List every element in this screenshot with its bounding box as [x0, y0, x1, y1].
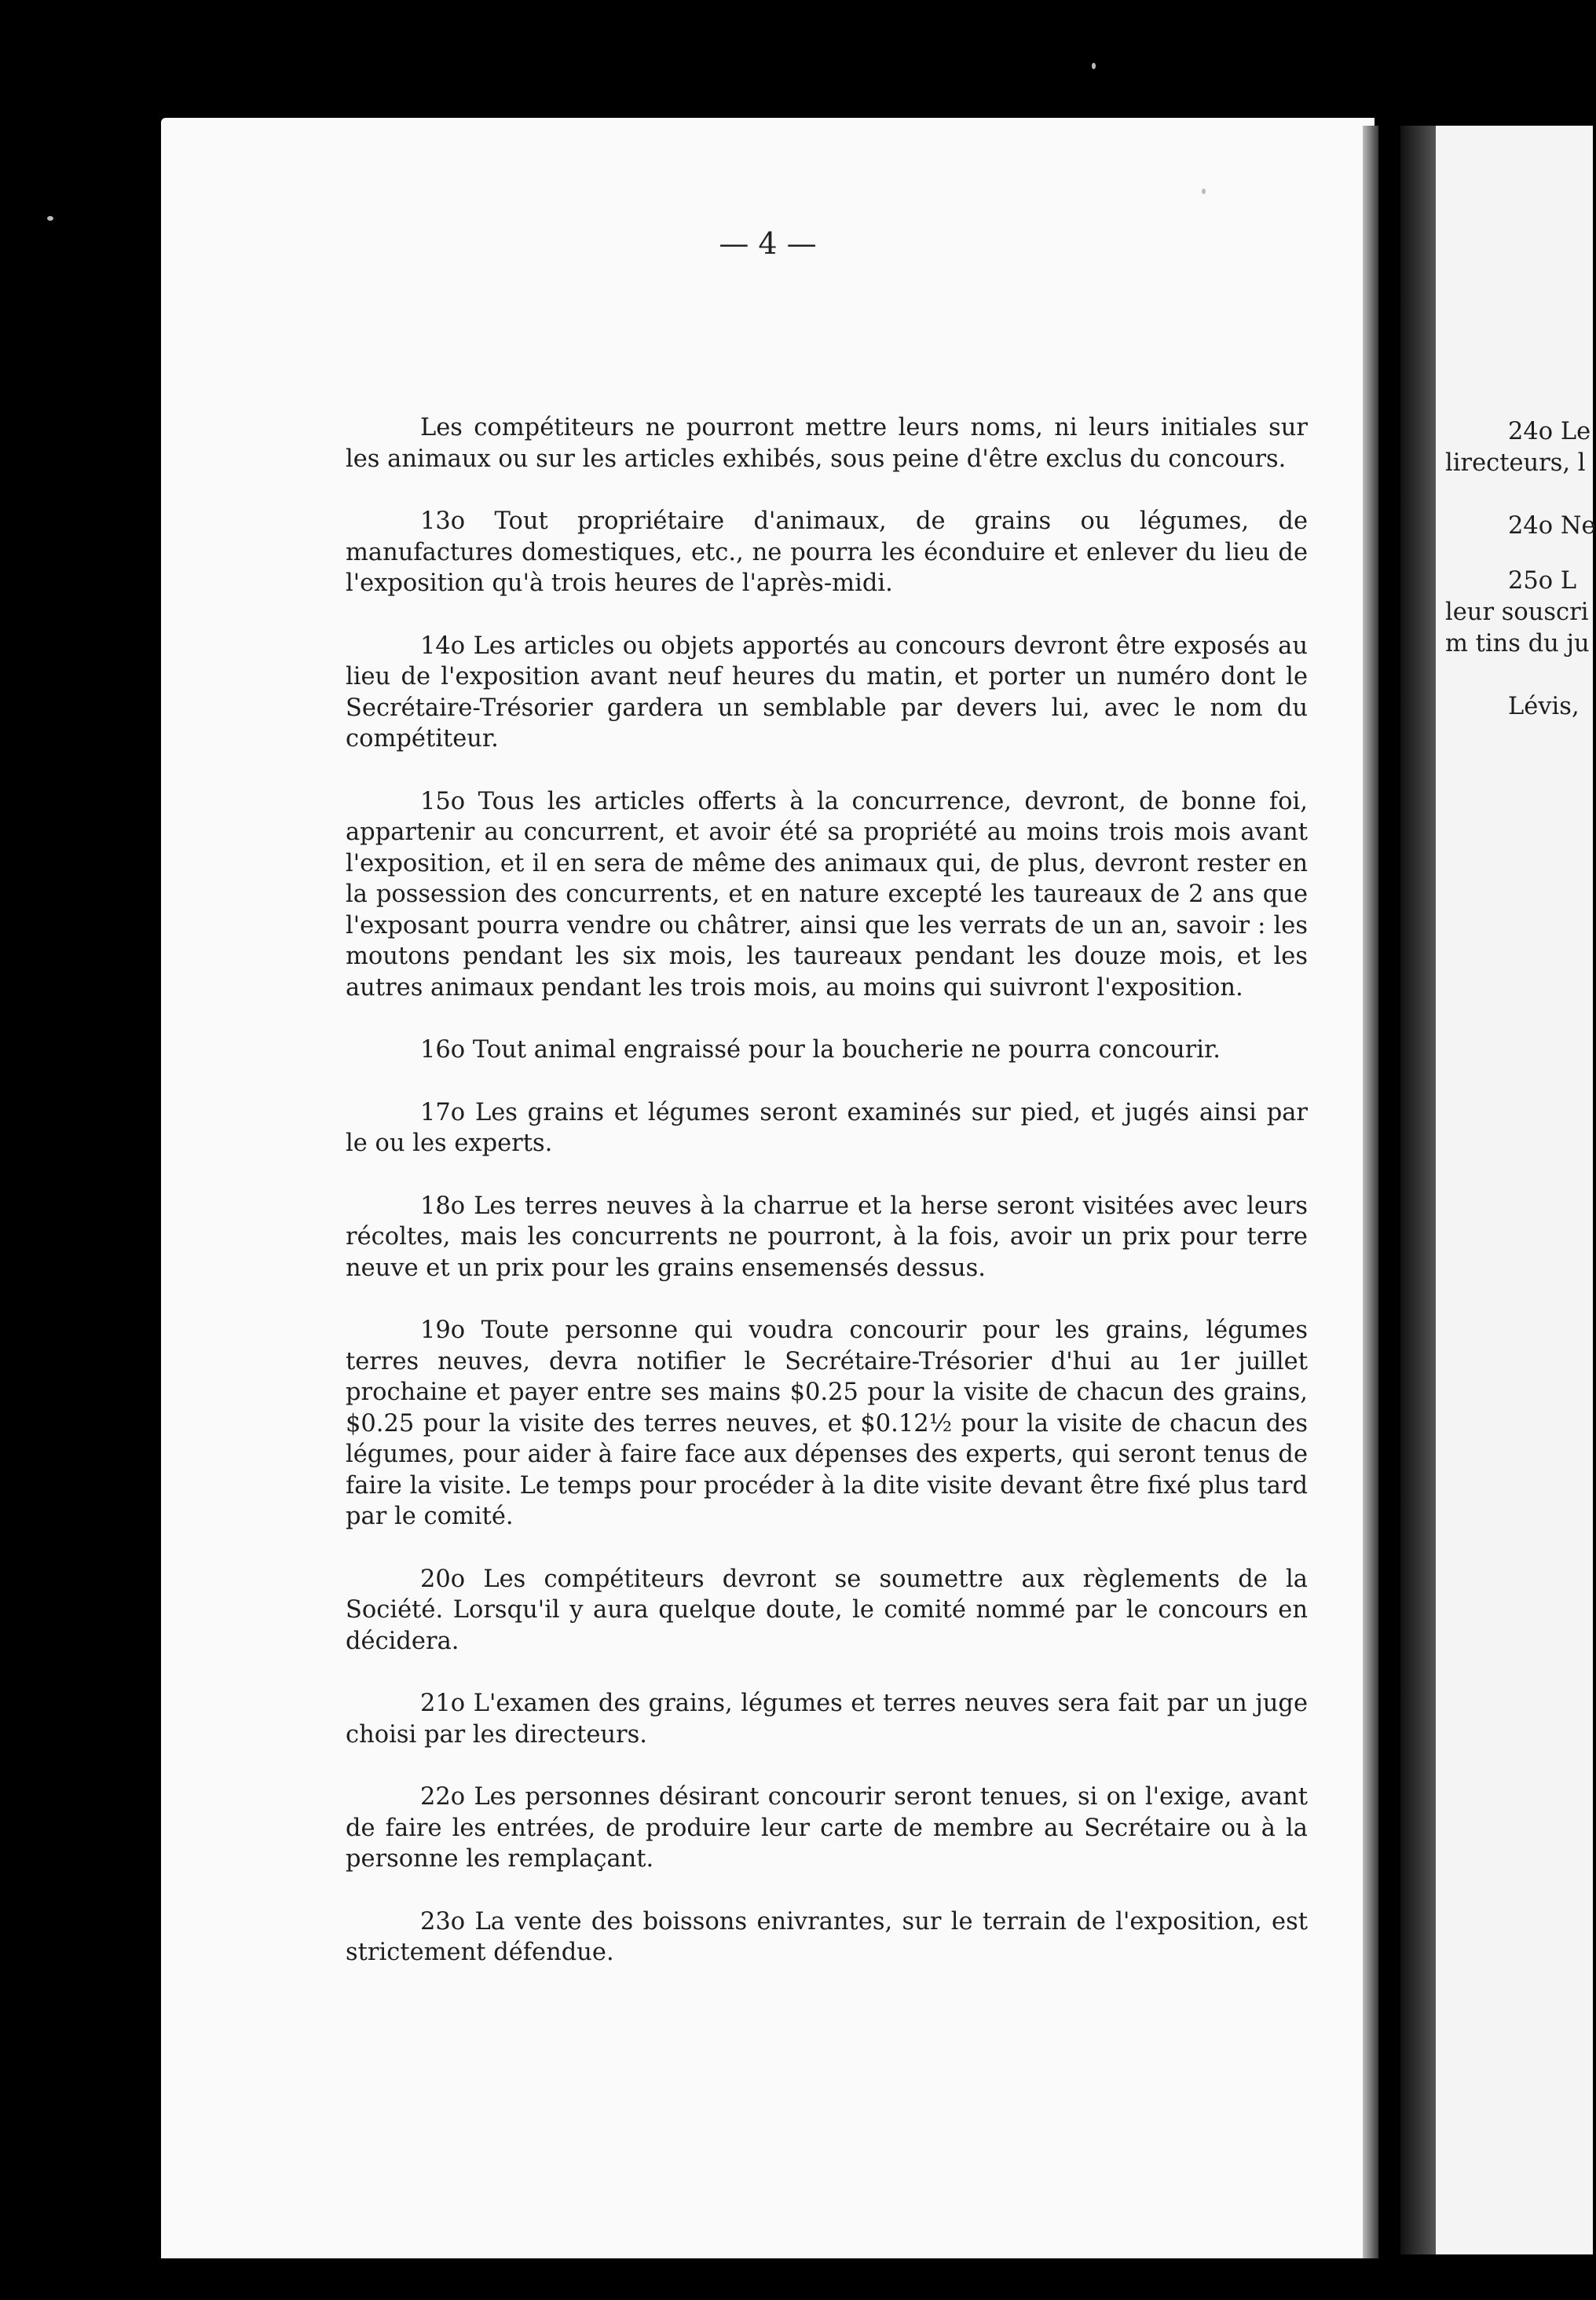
facing-fragment: Lévis, — [1508, 693, 1580, 720]
paragraph-19: 19o Toute personne qui voudra concourir pour les grains, légumes terres neuves, devra notifier le Secrétaire-Trésorier d'hui au 1er juillet prochaine et payer entre ses mains $0.25 pour la visite de chacun des grains, $0.25 pour la visite des terres neuves, et $0.12½ pour la visite de chacun des légumes, pour aider à faire face aux dépenses des experts, qui seront tenus de faire la visite. Le temps pour procéder à la dite visite devant être fixé plus tard par le comité. — [346, 1317, 1308, 1530]
facing-fragment: 24o Ne — [1508, 512, 1596, 540]
paragraph-16: 16o Tout animal engraissé pour la boucherie ne pourra concourir. — [420, 1036, 1221, 1064]
facing-fragment: leur souscri — [1445, 599, 1589, 626]
paragraph-intro: Les compétiteurs ne pourront mettre leurs noms, ni leurs initiales sur les animaux ou sur les articles exhibés, sous peine d'être exclus du concours. — [346, 414, 1308, 473]
scan-speck — [47, 216, 53, 221]
paragraph-20: 20o Les compétiteurs devront se soumettre aux règlements de la Société. Lorsqu'il y aura quelque doute, le comité nommé par le concours en décidera. — [346, 1565, 1308, 1655]
page-number: — 4 — — [719, 226, 817, 261]
paragraph-17: 17o Les grains et légumes seront examinés sur pied, et jugés ainsi par le ou les experts. — [346, 1098, 1308, 1157]
paragraph-22: 22o Les personnes désirant concourir seront tenues, si on l'exige, avant de faire les entrées, de produire leur carte de membre au Secrétaire ou à la personne les remplaçant. — [346, 1783, 1308, 1873]
facing-fragment: 25o L — [1508, 567, 1577, 595]
facing-fragment: lirecteurs, l — [1445, 449, 1586, 477]
scan-speck — [1092, 63, 1096, 69]
document-body — [346, 412, 1308, 1969]
paragraph-13: 13o Tout propriétaire d'animaux, de grains ou légumes, de manufactures domestiques, etc., ne pourra les éconduire et enlever du lieu de l'exposition qu'à trois heures de l'après-midi. — [346, 507, 1308, 597]
facing-page-edge — [1400, 126, 1436, 2254]
scan-speck — [1202, 189, 1206, 194]
paragraph-18: 18o Les terres neuves à la charrue et la herse seront visitées avec leurs récoltes, mais les concurrents ne pourront, à la fois, avoir un prix pour terre neuve et un prix pour les grains ensemensés dessus. — [346, 1192, 1308, 1282]
paragraph-23: 23o La vente des boissons enivrantes, sur le terrain de l'exposition, est strictement défendue. — [346, 1907, 1308, 1966]
paragraph-14: 14o Les articles ou objets apportés au concours devront être exposés au lieu de l'exposition avant neuf heures du matin, et porter un numéro dont le Secrétaire-Trésorier gardera un semblable par devers lui, avec le nom du compétiteur. — [346, 632, 1308, 753]
paragraph-15: 15o Tous les articles offerts à la concurrence, devront, de bonne foi, appartenir au concurrent, et avoir été sa propriété au moins trois mois avant l'exposition, et il en sera de même des animaux qui, de plus, devront rester en la possession des concurrents, et en nature excepté les taureaux de 2 ans que l'exposant pourra vendre ou châtrer, ainsi que les verrats de un an, savoir : les moutons pendant les six mois, les taureaux pendant les douze mois, et les autres animaux pendant les trois mois, au moins qui suivront l'exposition. — [346, 787, 1308, 1002]
page-gutter-shadow — [1363, 126, 1378, 2258]
paragraph-21: 21o L'examen des grains, légumes et terres neuves sera fait par un juge choisi par les directeurs. — [346, 1690, 1308, 1749]
facing-fragment: 24o Le — [1508, 418, 1591, 445]
facing-fragment: m tins du ju — [1445, 630, 1590, 657]
facing-page-text — [1445, 416, 1596, 746]
